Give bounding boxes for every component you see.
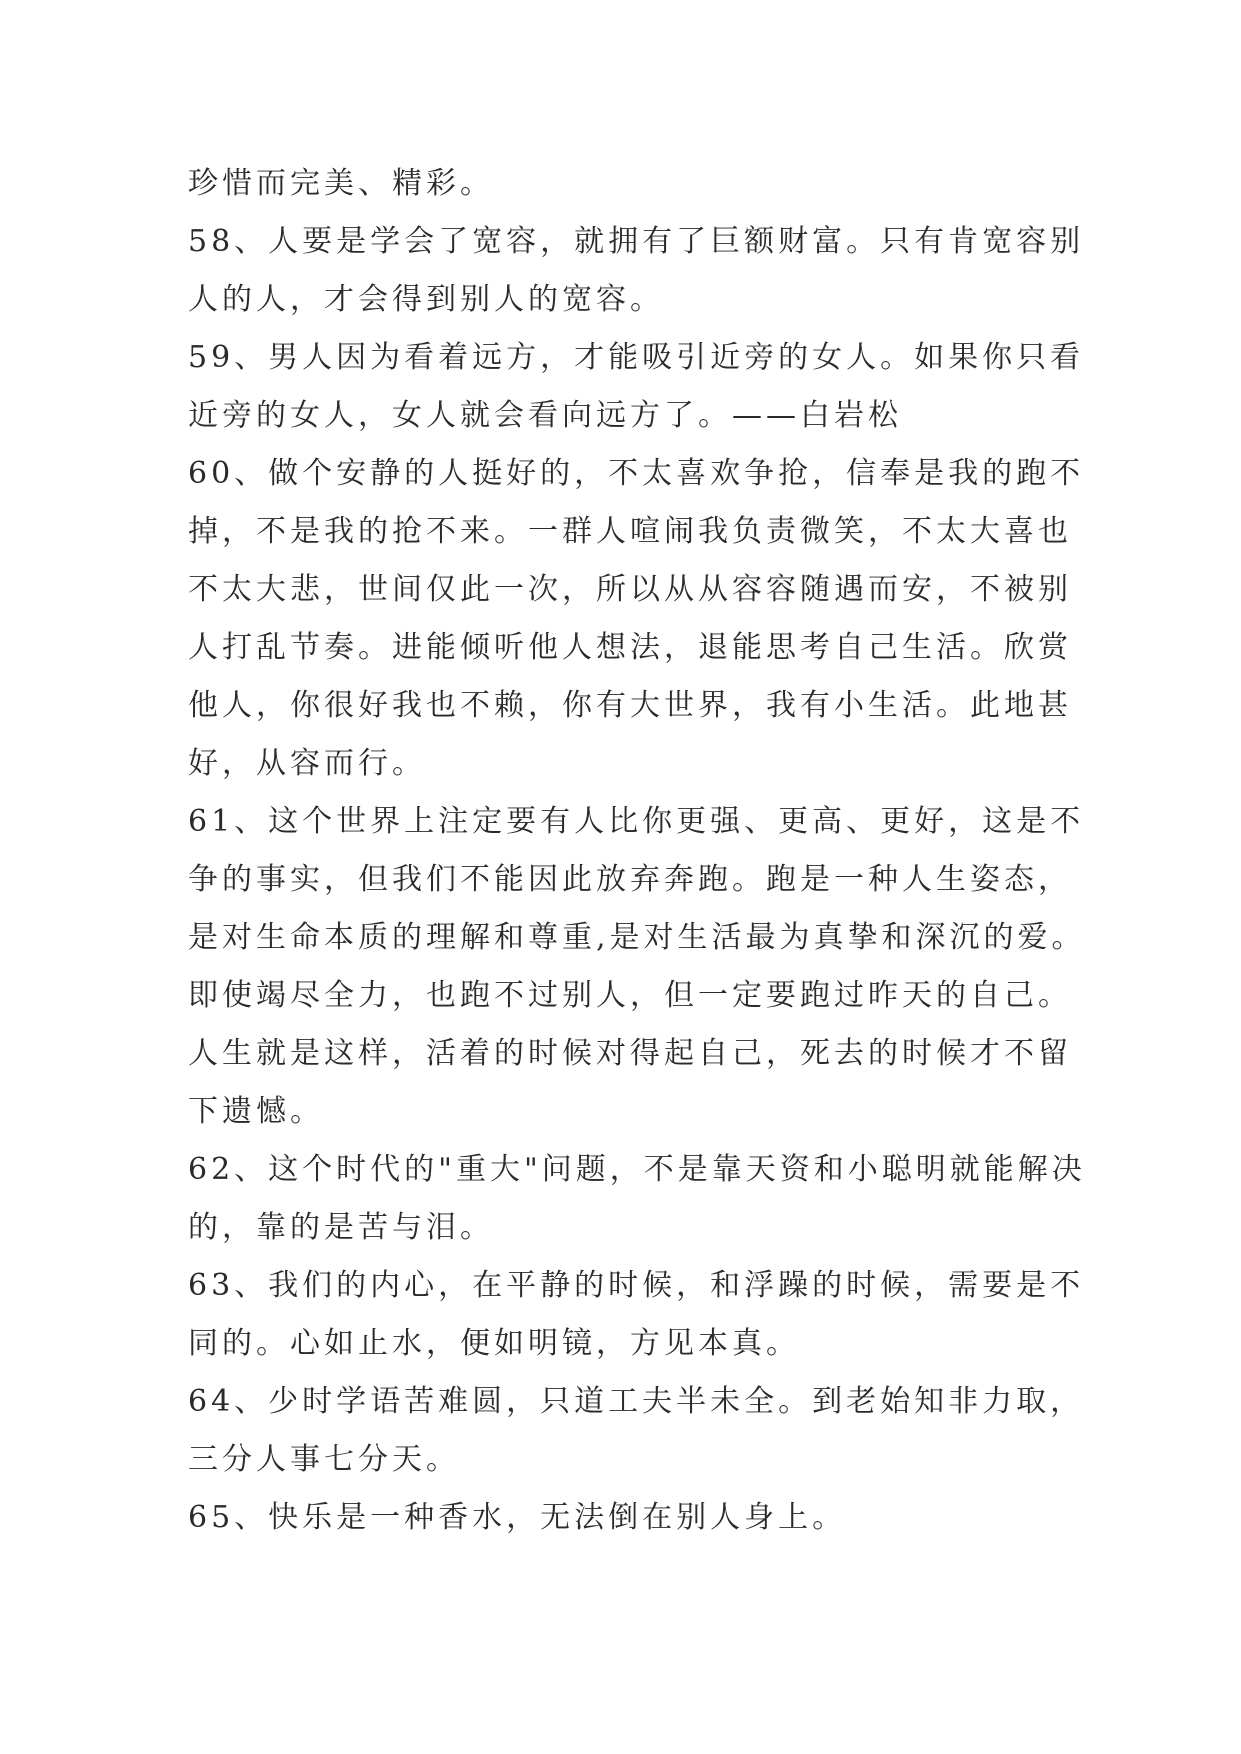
text-line: 近旁的女人，女人就会看向远方了。——白岩松 xyxy=(188,398,902,433)
text-line: 珍惜而完美、精彩。 xyxy=(188,166,494,201)
text-line: 同的。心如止水，便如明镜，方见本真。 xyxy=(188,1326,800,1361)
text-line: 65、快乐是一种香水，无法倒在别人身上。 xyxy=(188,1500,847,1535)
text-line: 60、做个安静的人挺好的，不太喜欢争抢，信奉是我的跑不 xyxy=(188,456,1085,491)
text-line: 63、我们的内心，在平静的时候，和浮躁的时候，需要是不 xyxy=(188,1268,1085,1303)
text-line: 62、这个时代的"重大"问题，不是靠天资和小聪明就能解决 xyxy=(188,1152,1086,1187)
text-line: 59、男人因为看着远方，才能吸引近旁的女人。如果你只看 xyxy=(188,340,1085,375)
text-line: 人的人，才会得到别人的宽容。 xyxy=(188,282,664,317)
text-line: 争的事实，但我们不能因此放弃奔跑。跑是一种人生姿态， xyxy=(188,862,1072,897)
text-line: 三分人事七分天。 xyxy=(188,1442,460,1477)
text-line: 61、这个世界上注定要有人比你更强、更高、更好，这是不 xyxy=(188,804,1085,839)
text-line: 掉，不是我的抢不来。一群人喧闹我负责微笑，不太大喜也 xyxy=(188,514,1072,549)
text-line: 他人，你很好我也不赖，你有大世界，我有小生活。此地甚 xyxy=(188,688,1072,723)
text-line: 不太大悲，世间仅此一次，所以从从容容随遇而安，不被别 xyxy=(188,572,1072,607)
text-line: 的，靠的是苦与泪。 xyxy=(188,1210,494,1245)
text-line: 好，从容而行。 xyxy=(188,746,426,781)
text-line: 64、少时学语苦难圆，只道工夫半未全。到老始知非力取， xyxy=(188,1384,1085,1419)
document-body xyxy=(188,155,1086,1547)
text-line: 58、人要是学会了宽容，就拥有了巨额财富。只有肯宽容别 xyxy=(188,224,1085,259)
text-line: 是对生命本质的理解和尊重,是对生活最为真挚和深沉的爱。 xyxy=(188,920,1086,955)
text-line: 即使竭尽全力，也跑不过别人，但一定要跑过昨天的自己。 xyxy=(188,978,1072,1013)
text-line: 下遗憾。 xyxy=(188,1094,324,1129)
text-line: 人打乱节奏。进能倾听他人想法，退能思考自己生活。欣赏 xyxy=(188,630,1072,665)
text-line: 人生就是这样，活着的时候对得起自己，死去的时候才不留 xyxy=(188,1036,1072,1071)
